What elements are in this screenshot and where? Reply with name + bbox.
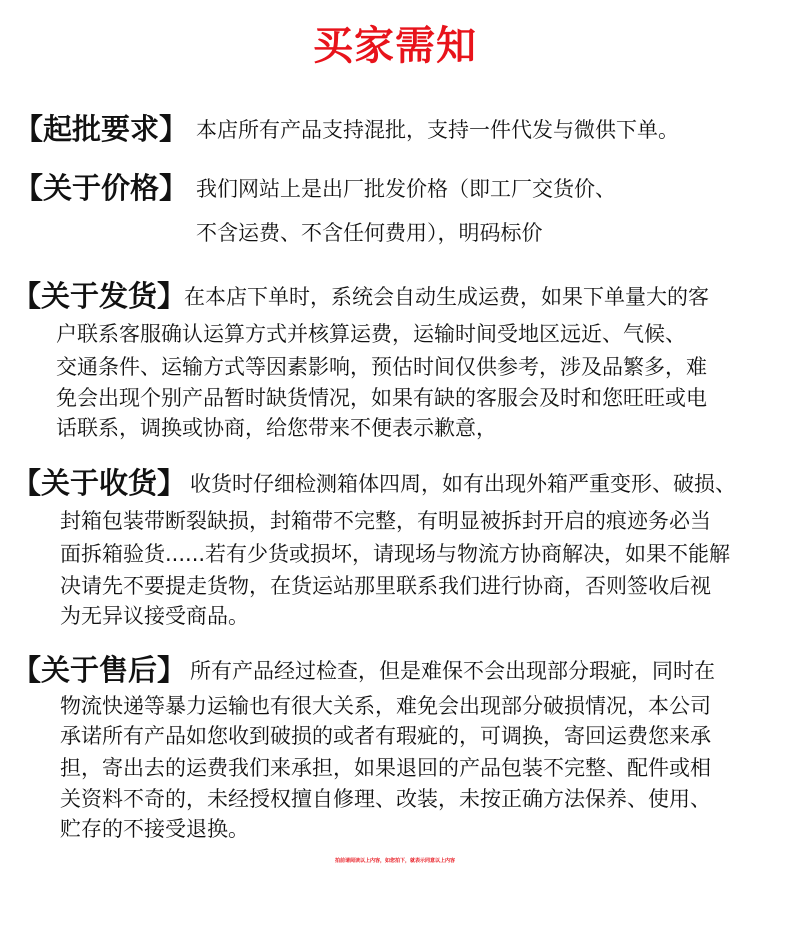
section-heading-batch: 【起批要求】 <box>14 112 189 146</box>
section-text-line: 交通条件、运输方式等因素影响，预估时间仅供参考，涉及品繁多，难 <box>56 355 707 379</box>
page-title: 买家需知 <box>313 23 477 69</box>
section-text-line: 承诺所有产品如您收到破损的或者有瑕疵的，可调换，寄回运费您来承 <box>60 724 711 748</box>
section-text-line: 户联系客服确认运算方式并核算运费，运输时间受地区远近、气候、 <box>56 322 686 346</box>
section-heading-after-sales: 【关于售后】 <box>12 653 187 687</box>
section-text-line: 物流快递等暴力运输也有很大关系，难免会出现部分破损情况，本公司 <box>60 694 711 718</box>
section-text-line: 决请先不要提走货物，在货运站那里联系我们进行协商，否则签收后视 <box>60 574 711 598</box>
section-text-line: 为无异议接受商品。 <box>60 604 249 628</box>
section-text-line: 我们网站上是出厂批发价格（即工厂交货价、 <box>196 177 616 201</box>
section-text-line: 贮存的不接受退换。 <box>60 817 249 841</box>
section-text-line: 担，寄出去的运费我们来承担，如果退回的产品包装不完整、配件或相 <box>60 756 711 780</box>
section-heading-shipping: 【关于发货】 <box>12 279 187 313</box>
section-text-line: 封箱包装带断裂缺损，封箱带不完整，有明显被拆封开启的痕迹务必当 <box>60 509 711 533</box>
section-text-line: 面拆箱验货......若有少货或损坏，请现场与物流方协商解决，如果不能解 <box>60 542 731 566</box>
section-text-line: 不含运费、不含任何费用），明码标价 <box>196 221 543 245</box>
section-text-line: 收货时仔细检测箱体四周，如有出现外箱严重变形、破损、 <box>190 472 736 496</box>
section-text-line: 在本店下单时，系统会自动生成运费，如果下单量大的客 <box>184 285 709 309</box>
section-heading-receiving: 【关于收货】 <box>12 466 187 500</box>
section-text-line: 话联系，调换或协商，给您带来不便表示歉意， <box>56 416 497 440</box>
footer-notice: 拍前请阅读以上内容，如您拍下，就表示同意以上内容 <box>334 858 455 864</box>
section-text-line: 所有产品经过检查，但是难保不会出现部分瑕疵，同时在 <box>190 659 715 683</box>
section-text-line: 本店所有产品支持混批，支持一件代发与微供下单。 <box>196 118 679 142</box>
section-text-line: 关资料不奇的，未经授权擅自修理、改装，未按正确方法保养、使用、 <box>60 787 711 811</box>
section-text-line: 免会出现个别产品暂时缺货情况，如果有缺的客服会及时和您旺旺或电 <box>56 386 707 410</box>
section-heading-price: 【关于价格】 <box>14 171 189 205</box>
